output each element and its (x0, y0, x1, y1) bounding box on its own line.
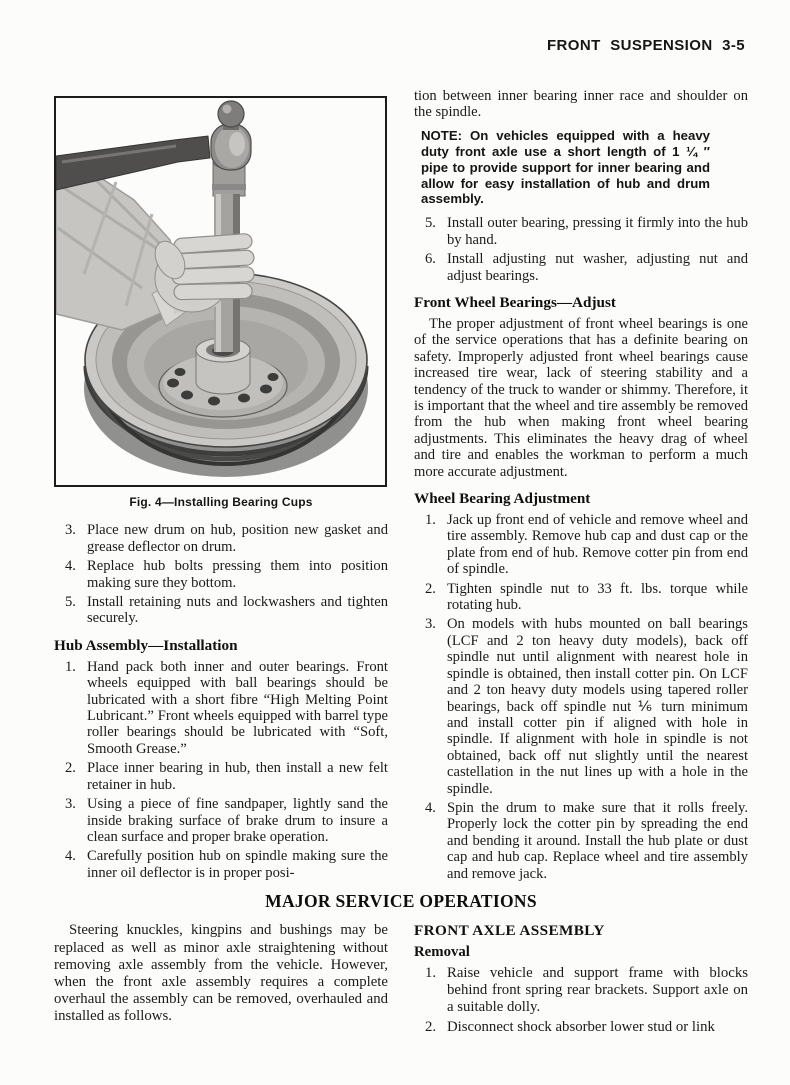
step-number: 6. (425, 251, 436, 268)
section-heading-hub-assembly: Hub Assembly—Installation (54, 636, 238, 654)
continuation-paragraph: tion between inner bearing inner race and shoulder on the spindle. (414, 88, 748, 121)
list-item (54, 760, 388, 793)
step-number: 4. (65, 848, 76, 865)
list-item (414, 1019, 748, 1036)
step-number: 5. (65, 594, 76, 611)
right-column (414, 88, 748, 885)
step-number: 2. (425, 1019, 437, 1036)
list-item (54, 594, 388, 627)
list-item (54, 522, 388, 555)
step-text: Replace hub bolts pressing them into position making sure they bottom. (87, 558, 388, 591)
section-heading-front-wheel-bearings: Front Wheel Bearings—Adjust (414, 293, 616, 311)
figure-installing-bearing-cups (54, 96, 387, 487)
step-number: 2. (425, 580, 436, 597)
step-number: 4. (65, 558, 76, 575)
list-item (414, 215, 748, 248)
figure-illustration (56, 98, 384, 484)
hub-install-steps (54, 659, 388, 881)
step-number: 5. (425, 215, 436, 232)
step-text: Hand pack both inner and outer bearings. Front wheels equipped with ball bearings should be lubricated with a short fibre “High Melting Point Lubricant.” Front wheels equipped with barrel type roller bearings should be lubricated with “Soft, Smooth Grease.” (87, 658, 388, 757)
section-heading-major-service-operations: MAJOR SERVICE OPERATIONS (265, 891, 537, 911)
major-service-operations-section (54, 893, 748, 1040)
front-axle-column (414, 922, 748, 1039)
step-text: Jack up front end of vehicle and remove wheel and tire assembly. Remove hub cap and dust cap or the plate from end of hub. Remove cotter pin from end of spindle. (447, 512, 748, 578)
step-number: 3. (425, 616, 436, 633)
section-heading-front-axle-assembly: FRONT AXLE ASSEMBLY (414, 922, 605, 940)
list-item (414, 965, 748, 1017)
step-text: Using a piece of fine sandpaper, lightly sand the inside braking surface of brake drum to insure a clean surface and proper brake operation. (87, 796, 388, 845)
left-column (54, 96, 388, 884)
list-item (414, 251, 748, 284)
drum-install-steps (54, 522, 388, 626)
step-text: Raise vehicle and support frame with blocks behind front spring rear brackets. Support axle on a suitable dolly. (447, 964, 748, 1016)
section-heading-wheel-bearing-adjustment: Wheel Bearing Adjustment (414, 490, 591, 508)
step-text: Place inner bearing in hub, then install a new felt retainer in hub. (87, 760, 388, 793)
step-text: Install retaining nuts and lockwashers and tighten securely. (87, 594, 388, 627)
step-number: 1. (425, 512, 436, 529)
list-item (54, 796, 388, 845)
step-number: 4. (425, 799, 436, 816)
step-text: Spin the drum to make sure that it rolls freely. Properly lock the cotter pin by spreading the end and bending it around. Install the hub plate or dust cap and hub cap. Replace wheel and tire assembly and remove jack. (447, 799, 748, 882)
note-paragraph: NOTE: On vehicles equipped with a heavy duty front axle use a short length of 1 ¼ ″ pipe to provide support for inner bearing and allow for easy installation of hub and drum assembly. (421, 127, 710, 207)
adjust-paragraph: The proper adjustment of front wheel bearings is one of the service operations that has a definite bearing on safety. Improperly adjusted front wheel bearings cause increased tire wear, lack of steering stability and a tendency of the truck to wander or shimmy. Therefore, it is important that the wheel and tire assembly be removed from the hub when making front wheel bearing adjustments. This eliminates the heavy drag of wheel and tire and enables the workman to perform a much more accurate adjustment. (414, 315, 748, 480)
list-item (54, 659, 388, 757)
list-item (414, 616, 748, 796)
wheel-bearing-steps (414, 512, 748, 882)
step-text: Place new drum on hub, position new gasket and grease deflector on drum. (87, 522, 388, 555)
step-text: Tighten spindle nut to 33 ft. lbs. torque while rotating hub. (447, 580, 748, 614)
intro-paragraph: Steering knuckles, kingpins and bushings may be replaced as well as minor axle straightening without removing axle assembly from the vehicle. However, when the front axle assembly requires a complete overhaul the assembly can be removed, overhauled and installed as follows. (54, 922, 388, 1025)
step-text: Install outer bearing, pressing it firmly into the hub by hand. (447, 215, 748, 248)
bearing-install-steps (414, 215, 748, 284)
figure-caption: Fig. 4—Installing Bearing Cups (129, 495, 313, 509)
step-text: Disconnect shock absorber lower stud or link (447, 1019, 715, 1036)
step-text: Carefully position hub on spindle making sure the inner oil deflector is in proper posi- (87, 848, 388, 881)
step-text: Install adjusting nut washer, adjusting nut and adjust bearings. (447, 251, 748, 284)
list-item (414, 512, 748, 578)
step-number: 1. (65, 658, 76, 675)
step-text: On models with hubs mounted on ball bearings (LCF and 2 ton heavy duty models), back off spindle nut until alignment with nearest hole in spindle is obtained, then install cotter pin. On LCF and 2 ton heavy duty models using tapered roller bearings, back off spindle nut ⅙ turn minimum and install cotter pin if aligned with hole in spindle. If alignment with hole in spindle is not obtained, back off nut slightly until the nearest castellation in the nut lines up with a hole in the spindle. (447, 616, 748, 797)
page-header: FRONT SUSPENSION 3-5 (546, 37, 745, 54)
step-number: 3. (65, 796, 76, 813)
list-item (54, 558, 388, 591)
step-number: 1. (425, 964, 437, 981)
section-heading-removal: Removal (414, 943, 470, 960)
list-item (414, 800, 748, 882)
list-item (54, 848, 388, 881)
list-item (414, 581, 748, 614)
step-number: 2. (65, 760, 76, 777)
step-number: 3. (65, 522, 76, 539)
